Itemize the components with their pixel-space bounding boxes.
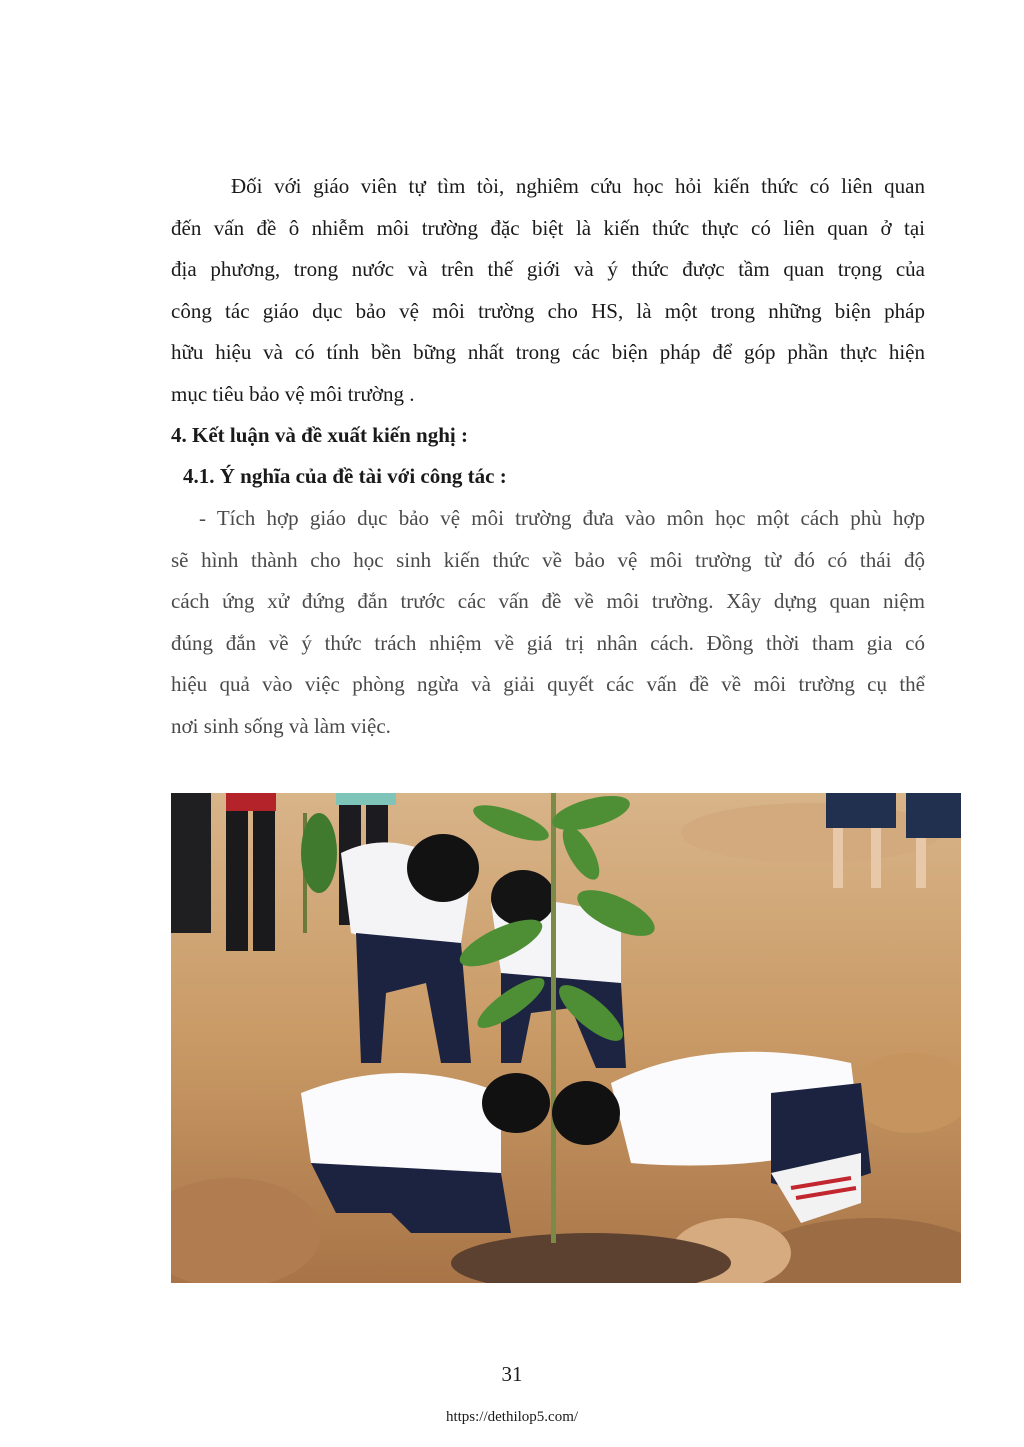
paragraph-line: mục tiêu bảo vệ môi trường . (171, 381, 415, 406)
paragraph-line: cách ứng xử đứng đắn trước các vấn đề về môi trường. Xây dựng quan niệm (171, 589, 925, 613)
paragraph-line: hiệu quả vào việc phòng ngừa và giải quyết các vấn đề về môi trường cụ thể (171, 672, 925, 696)
paragraph-line: Đối với giáo viên tự tìm tòi, nghiêm cứu học hỏi kiến thức có liên quan (231, 174, 925, 198)
paragraph-teacher-research (171, 166, 925, 415)
paragraph-line: địa phương, trong nước và trên thế giới và ý thức được tầm quan trọng của (171, 257, 925, 281)
paragraph-line: đúng đắn về ý thức trách nhiệm về giá trị nhân cách. Đồng thời tham gia có (171, 630, 925, 655)
section-heading-conclusion: 4. Kết luận và đề xuất kiến nghị : (171, 423, 468, 447)
paragraph-line: nơi sinh sống và làm việc. (171, 713, 391, 738)
paragraph-line: - Tích hợp giáo dục bảo vệ môi trường đưa vào môn học một cách phù hợp (199, 506, 925, 530)
footer-url: https://dethilop5.com/ (445, 1409, 579, 1425)
subsection-heading-significance: 4.1. Ý nghĩa của đề tài với công tác : (183, 464, 507, 488)
tree-planting-photo (171, 793, 961, 1283)
page-number: 31 (501, 1362, 523, 1386)
paragraph-line: sẽ hình thành cho học sinh kiến thức về bảo vệ môi trường từ đó có thái độ (171, 547, 925, 572)
paragraph-significance (171, 498, 925, 747)
paragraph-line: hữu hiệu và có tính bền bững nhất trong các biện pháp để góp phần thực hiện (171, 340, 925, 364)
paragraph-line: đến vấn đề ô nhiễm môi trường đặc biệt là kiến thức thực có liên quan ở tại (171, 215, 925, 240)
paragraph-line: công tác giáo dục bảo vệ môi trường cho HS, là một trong những biện pháp (171, 298, 925, 323)
